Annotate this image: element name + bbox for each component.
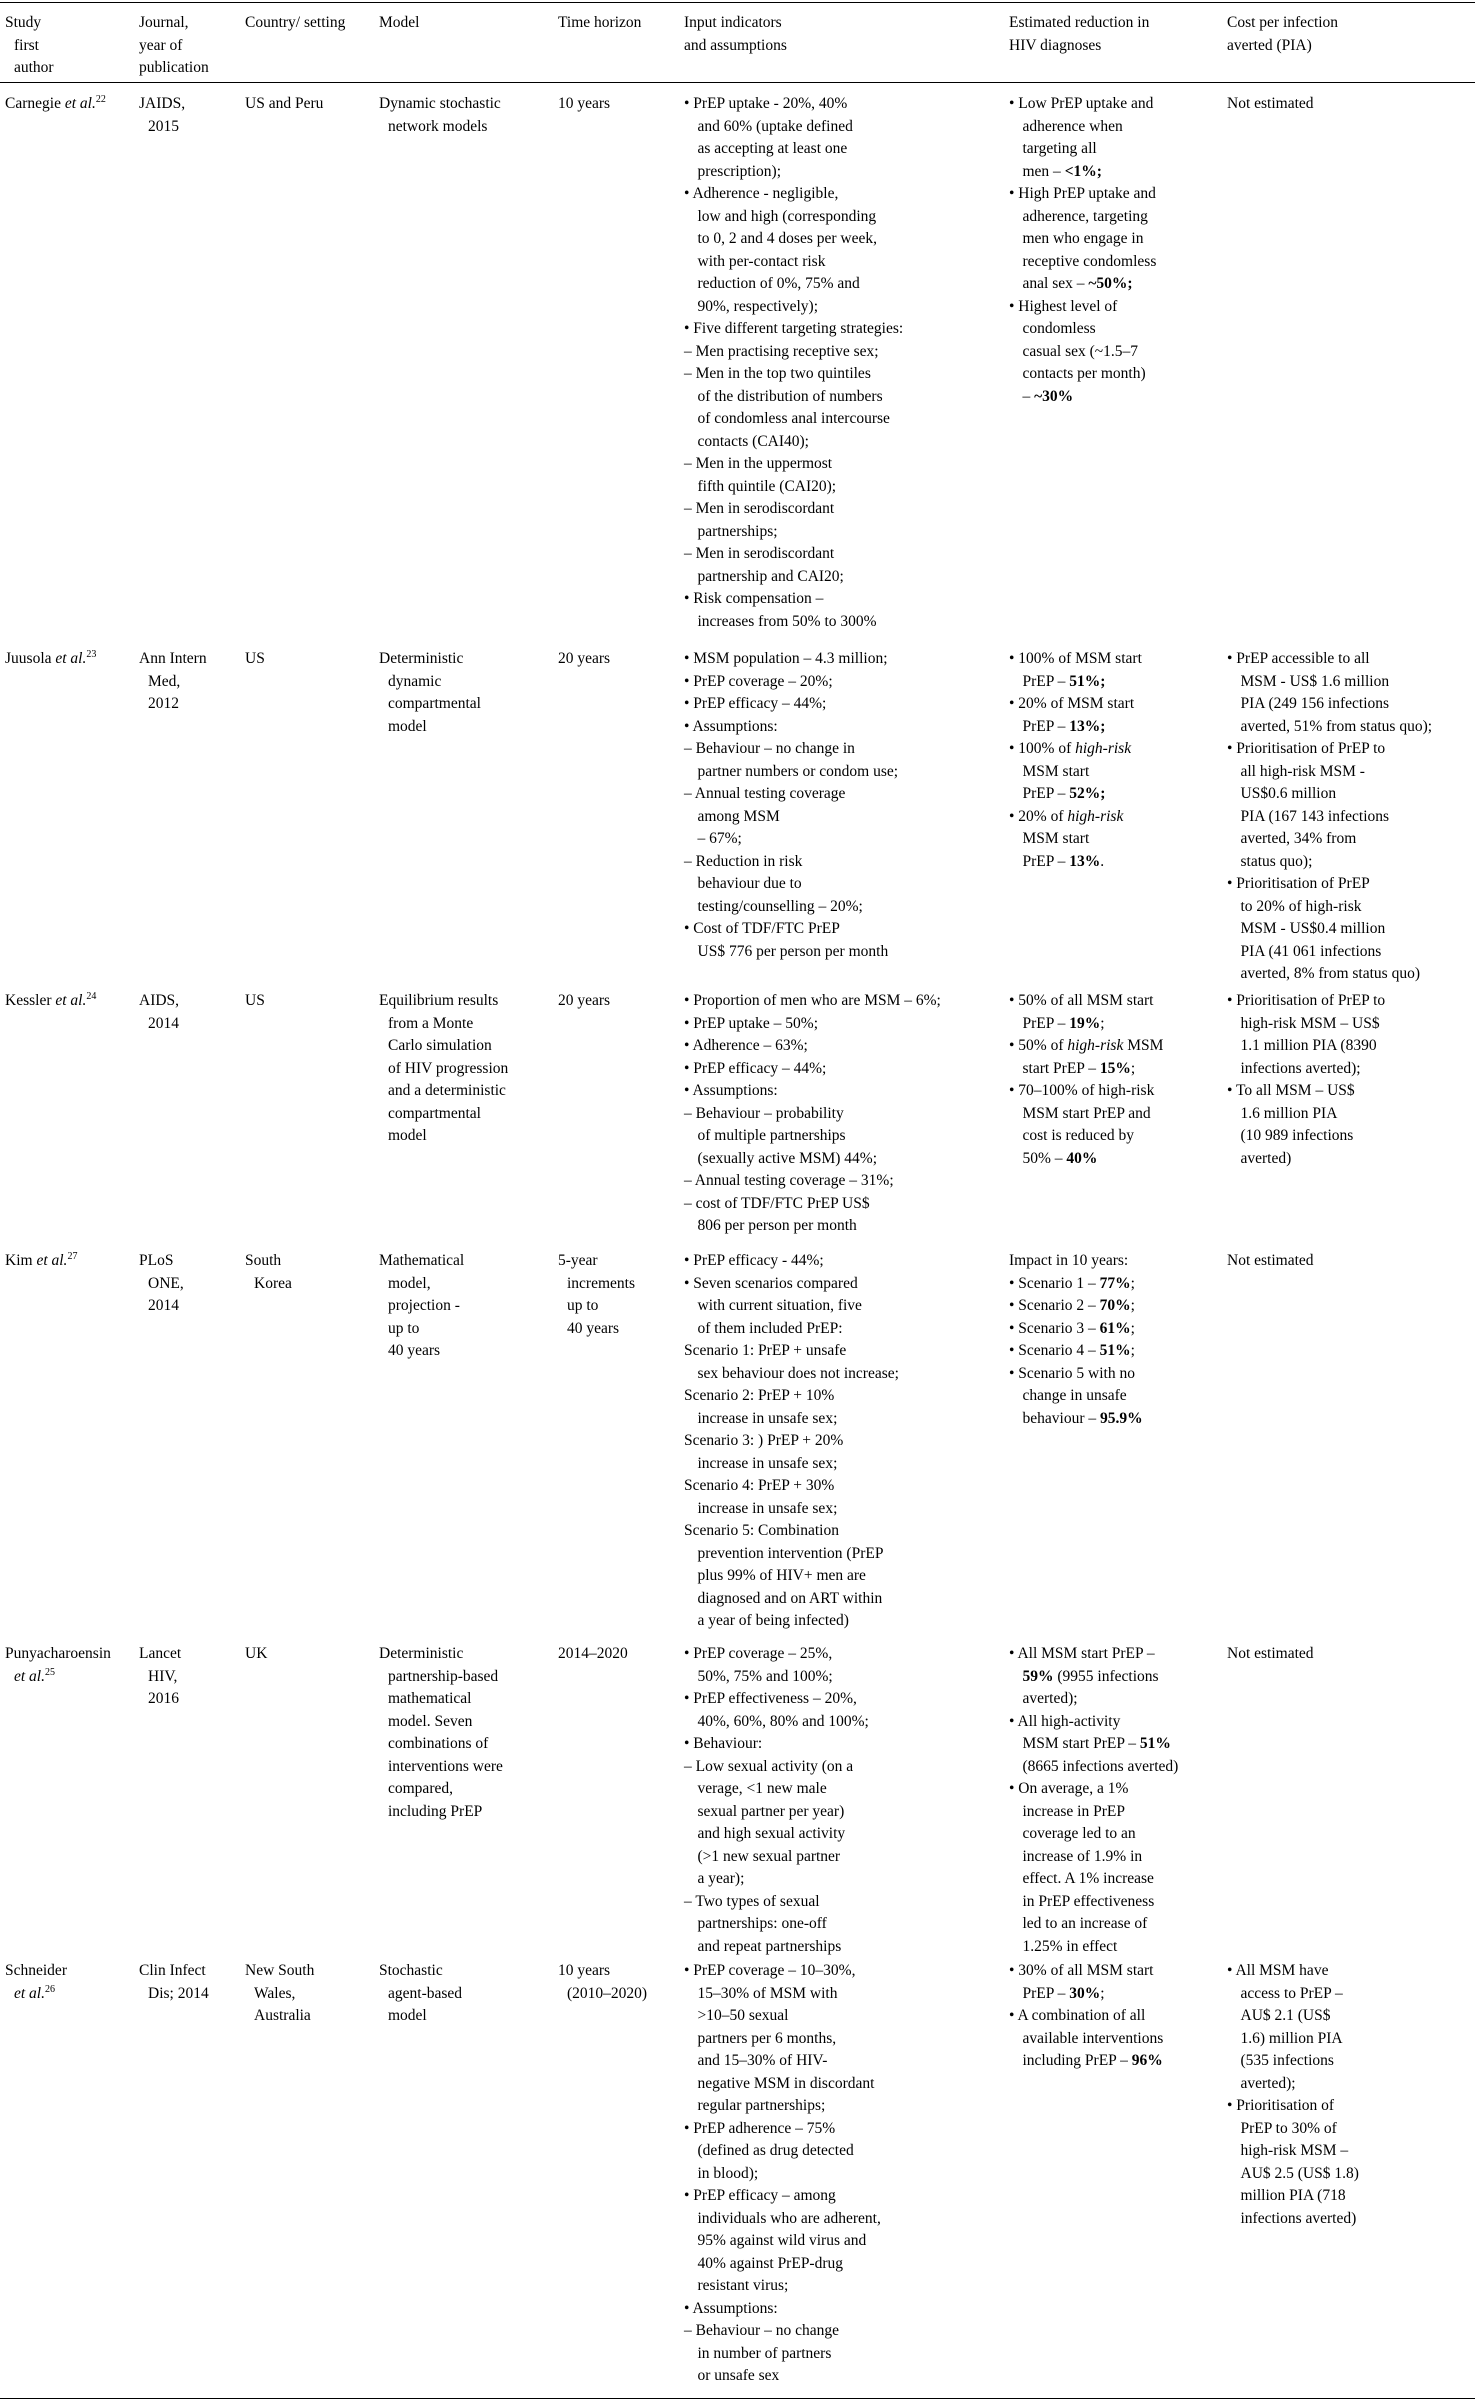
cell-country-setting: UK	[245, 1645, 268, 1662]
cell-country-setting: US	[245, 992, 265, 1009]
header-cost-per-infection: Cost per infection averted (PIA)	[1227, 14, 1339, 54]
cell-estimated-reduction: • Low PrEP uptake and adherence when targeting all men – <1%; • High PrEP uptake and adherence, targeting men who engage in receptive condomless anal sex – ~50%; • Highest level of condomless casual sex (~1.5–7 contacts per month) – ~30%	[1009, 95, 1157, 405]
cell-time-horizon: 10 years (2010–2020)	[558, 1962, 648, 2002]
table-top-rule	[0, 2, 1475, 3]
cell-study-author: Schneider et al.$^{26}$	[5, 1962, 67, 2002]
cell-time-horizon: 20 years	[558, 650, 611, 667]
cell-journal-year: Ann Intern Med, 2012	[139, 650, 207, 712]
cell-cost-per-infection: • Prioritisation of PrEP to high-risk MSM – US$ 1.1 million PIA (8390 infections averted); • To all MSM – US$ 1.6 million PIA (10 989 infections averted)	[1227, 992, 1386, 1167]
cell-time-horizon: 10 years	[558, 95, 611, 112]
cell-estimated-reduction: Impact in 10 years: • Scenario 1 – 77%; • Scenario 2 – 70%; • Scenario 3 – 61%; • Scenario 4 – 51%; • Scenario 5 with no change in unsafe behaviour – 95.9%	[1009, 1252, 1143, 1427]
header-study-author: Study first author	[5, 14, 54, 76]
cell-cost-per-infection: • All MSM have access to PrEP – AU$ 2.1 (US$ 1.6) million PIA (535 infections averted); • Prioritisation of PrEP to 30% of high-risk MSM – AU$ 2.5 (US$ 1.8) million PIA (718 infections averted)	[1227, 1962, 1359, 2227]
cell-estimated-reduction: • All MSM start PrEP – 59% (9955 infections averted); • All high-activity MSM start PrEP – 51% (8665 infections averted) • On average, a 1% increase in PrEP coverage led to an increase of 1.9% in effect. A 1% increase in PrEP effectiveness led to an increase of 1.25% in effect	[1009, 1645, 1179, 1955]
cell-cost-per-infection: Not estimated	[1227, 1645, 1314, 1662]
cell-input-indicators: • PrEP coverage – 25%, 50%, 75% and 100%; • PrEP effectiveness – 20%, 40%, 60%, 80% and 100%; • Behaviour: – Low sexual activity (on a verage, <1 new male sexual partner per year) and high sexual activity (>1 new sexual partner a year); – Two types of sexual partnerships: one-off and repeat partnerships	[684, 1645, 869, 1955]
cell-country-setting: New South Wales, Australia	[245, 1962, 315, 2024]
cell-input-indicators: • PrEP uptake - 20%, 40% and 60% (uptake defined as accepting at least one prescription); • Adherence - negligible, low and high (corresponding to 0, 2 and 4 doses per week, with per-contact risk reduction of 0%, 75% and 90%, respectively); • Five different targeting strategies: – Men practising receptive sex; – Men in the top two quintiles of the distribution of numbers of condomless anal intercourse contacts (CAI40); – Men in the uppermost fifth quintile (CAI20); – Men in serodiscordant partnerships; – Men in serodiscordant partnership and CAI20; • Risk compensation – increases from 50% to 300%	[684, 95, 904, 630]
cell-estimated-reduction: • 30% of all MSM start PrEP – 30%; • A combination of all available interventions including PrEP – 96%	[1009, 1962, 1164, 2069]
cell-input-indicators: • Proportion of men who are MSM – 6%; • PrEP uptake – 50%; • Adherence – 63%; • PrEP efficacy – 44%; • Assumptions: – Behaviour – probability of multiple partnerships (sexually active MSM) 44%; – Annual testing coverage – 31%; – cost of TDF/FTC PrEP US$ 806 per person per month	[684, 992, 941, 1234]
cell-study-author: Carnegie et al.$^{22}$	[5, 93, 106, 112]
cell-model: Deterministic partnership-based mathematical model. Seven combinations of interventions were compared, including PrEP	[379, 1645, 503, 1820]
header-input-indicators: Input indicators and assumptions	[684, 14, 787, 54]
cell-cost-per-infection: • PrEP accessible to all MSM - US$ 1.6 million PIA (249 156 infections averted, 51% from status quo); • Prioritisation of PrEP to all high-risk MSM - US$0.6 million PIA (167 143 infections averted, 34% from status quo); • Prioritisation of PrEP to 20% of high-risk MSM - US$0.4 million PIA (41 061 infections averted, 8% from status quo)	[1227, 650, 1433, 982]
cell-input-indicators: • PrEP efficacy - 44%; • Seven scenarios compared with current situation, five of them included PrEP: Scenario 1: PrEP + unsafe sex behaviour does not increase; Scenario 2: PrEP + 10% increase in unsafe sex; Scenario 3: ) PrEP + 20% increase in unsafe sex; Scenario 4: PrEP + 30% increase in unsafe sex; Scenario 5: Combination prevention intervention (PrEP plus 99% of HIV+ men are diagnosed and on ART within a year of being infected)	[684, 1252, 899, 1629]
cell-country-setting: US	[245, 650, 265, 667]
cell-journal-year: AIDS, 2014	[139, 992, 180, 1032]
cell-journal-year: JAIDS, 2015	[139, 95, 186, 135]
cell-country-setting: South Korea	[245, 1252, 292, 1292]
cell-model: Mathematical model, projection - up to 40 years	[379, 1252, 465, 1359]
header-country-setting: Country/ setting	[245, 14, 346, 31]
cell-cost-per-infection: Not estimated	[1227, 1252, 1314, 1269]
cell-time-horizon: 2014–2020	[558, 1645, 628, 1662]
cell-estimated-reduction: • 50% of all MSM start PrEP – 19%; • 50% of high-risk MSM start PrEP – 15%; • 70–100% of high-risk MSM start PrEP and cost is reduced by 50% – 40%	[1009, 992, 1164, 1167]
cell-journal-year: PLoS ONE, 2014	[139, 1252, 184, 1314]
cell-input-indicators: • PrEP coverage – 10–30%, 15–30% of MSM with >10–50 sexual partners per 6 months, and 15–30% of HIV- negative MSM in discordant regular partnerships; • PrEP adherence – 75% (defined as drug detected in blood); • PrEP efficacy – among individuals who are adherent, 95% against wild virus and 40% against PrEP-drug resistant virus; • Assumptions: – Behaviour – no change in number of partners or unsafe sex	[684, 1962, 881, 2384]
cell-model: Dynamic stochastic network models	[379, 95, 501, 135]
cell-study-author: Kessler et al.$^{24}$	[5, 990, 97, 1009]
cell-time-horizon: 20 years	[558, 992, 611, 1009]
cell-model: Stochastic agent-based model	[379, 1962, 463, 2024]
cell-estimated-reduction: • 100% of MSM start PrEP – 51%; • 20% of MSM start PrEP – 13%; • 100% of high-risk MSM start PrEP – 52%; • 20% of high-risk MSM start PrEP – 13%.	[1009, 650, 1142, 870]
header-estimated-reduction: Estimated reduction in HIV diagnoses	[1009, 14, 1150, 54]
cell-cost-per-infection: Not estimated	[1227, 95, 1314, 112]
cell-model: Equilibrium results from a Monte Carlo simulation of HIV progression and a deterministic compartmental model	[379, 992, 509, 1144]
cell-country-setting: US and Peru	[245, 95, 324, 112]
header-model: Model	[379, 14, 420, 31]
header-journal-year: Journal, year of publication	[139, 14, 209, 76]
cell-journal-year: Lancet HIV, 2016	[139, 1645, 182, 1707]
cell-model: Deterministic dynamic compartmental model	[379, 650, 481, 735]
cell-study-author: Juusola et al.$^{23}$	[5, 648, 97, 667]
cell-input-indicators: • MSM population – 4.3 million; • PrEP coverage – 20%; • PrEP efficacy – 44%; • Assumptions: – Behaviour – no change in partner numbers or condom use; – Annual testing coverage among MSM – 67%; – Reduction in risk behaviour due to testing/counselling – 20%; • Cost of TDF/FTC PrEP US$ 776 per person per month	[684, 650, 899, 960]
cell-study-author: Kim et al.$^{27}$	[5, 1250, 78, 1269]
cell-journal-year: Clin Infect Dis; 2014	[139, 1962, 209, 2002]
table-bottom-rule	[0, 2398, 1475, 2399]
header-time-horizon: Time horizon	[558, 14, 642, 31]
cell-time-horizon: 5-year increments up to 40 years	[558, 1252, 636, 1337]
cell-study-author: Punyacharoensin et al.$^{25}$	[5, 1645, 111, 1685]
header-rule	[0, 82, 1475, 83]
